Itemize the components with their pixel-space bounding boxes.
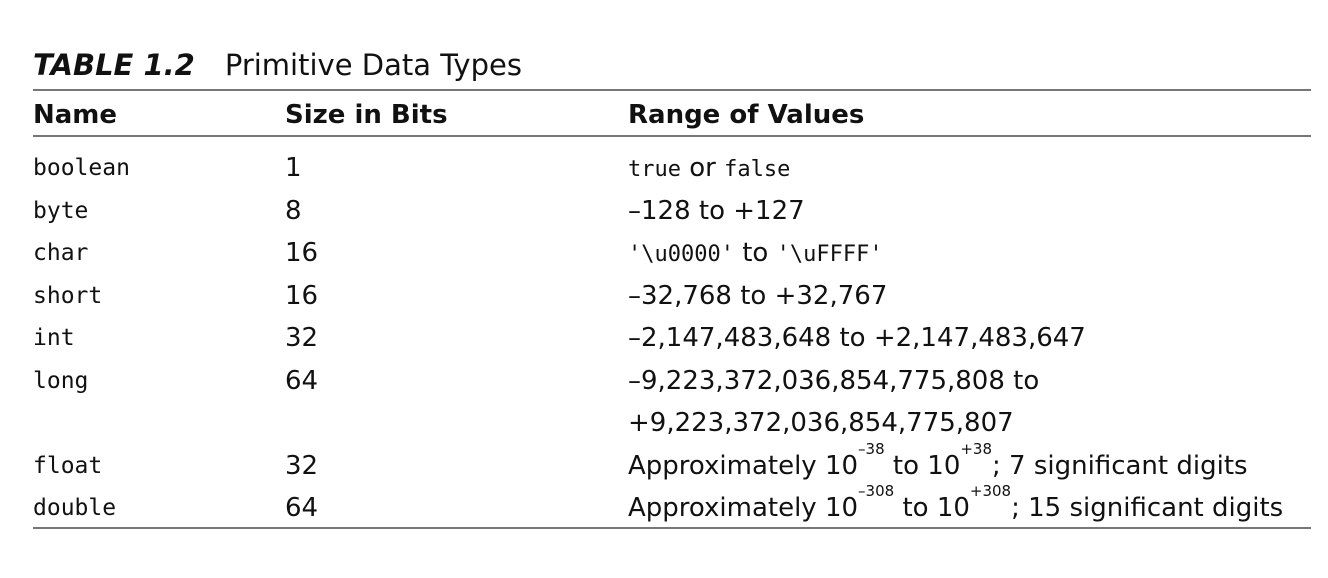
table-number: TABLE 1.2 [33,48,195,82]
header-size: Size in Bits [285,100,448,130]
table-row [0,361,1328,401]
range-prefix: Approximately 10 [628,451,859,481]
range-max-char: '\uFFFF' [776,242,883,267]
type-name: double [33,495,117,521]
type-name: int [33,325,75,351]
type-range: –2,147,483,648 to +2,147,483,647 [628,323,1086,353]
table-caption [33,46,522,84]
table-row [0,276,1328,316]
type-range: –9,223,372,036,854,775,808 to [628,366,1040,396]
header-rule [33,135,1311,137]
header-range: Range of Values [628,100,865,130]
type-name: boolean [33,155,130,181]
range-middle: to 10 [894,493,970,523]
table-row [0,482,1328,528]
type-range [628,233,883,275]
range-connector: to [733,238,777,268]
type-range [628,440,1248,486]
type-size: 32 [285,323,319,353]
table-row [0,148,1328,188]
bottom-rule [33,527,1311,529]
type-range [628,482,1284,528]
range-exponent-min: –308 [858,482,895,500]
table-row [0,233,1328,273]
table-row [0,191,1328,231]
type-size: 64 [285,493,319,523]
range-false: false [724,157,791,182]
range-suffix: ; 7 significant digits [992,451,1248,481]
type-name: long [33,368,89,394]
table-title: Primitive Data Types [224,48,522,82]
type-range [628,148,790,190]
type-size: 64 [285,366,319,396]
header-name: Name [33,100,118,130]
type-name: short [33,283,103,309]
range-prefix: Approximately 10 [628,493,859,523]
range-exponent-max: +308 [969,482,1012,500]
range-exponent-max: +38 [960,440,993,458]
table-row [0,318,1328,358]
type-range-continued: +9,223,372,036,854,775,807 [628,408,1014,438]
range-exponent-min: –38 [858,440,885,458]
type-size: 16 [285,281,319,311]
table-row-continuation [0,403,1328,443]
table-header [0,97,1328,133]
type-size: 1 [285,153,302,183]
top-rule [33,89,1311,91]
type-size: 32 [285,451,319,481]
type-name: float [33,453,103,479]
range-connector: or [680,153,725,183]
range-middle: to 10 [884,451,961,481]
type-range: –128 to +127 [628,196,805,226]
type-size: 8 [285,196,302,226]
range-suffix: ; 15 significant digits [1011,493,1284,523]
type-range: –32,768 to +32,767 [628,281,888,311]
type-name: byte [33,198,89,224]
range-min-char: '\u0000' [628,242,734,267]
type-size: 16 [285,238,319,268]
type-name: char [33,240,89,266]
table-row [0,440,1328,486]
range-true: true [628,157,681,182]
